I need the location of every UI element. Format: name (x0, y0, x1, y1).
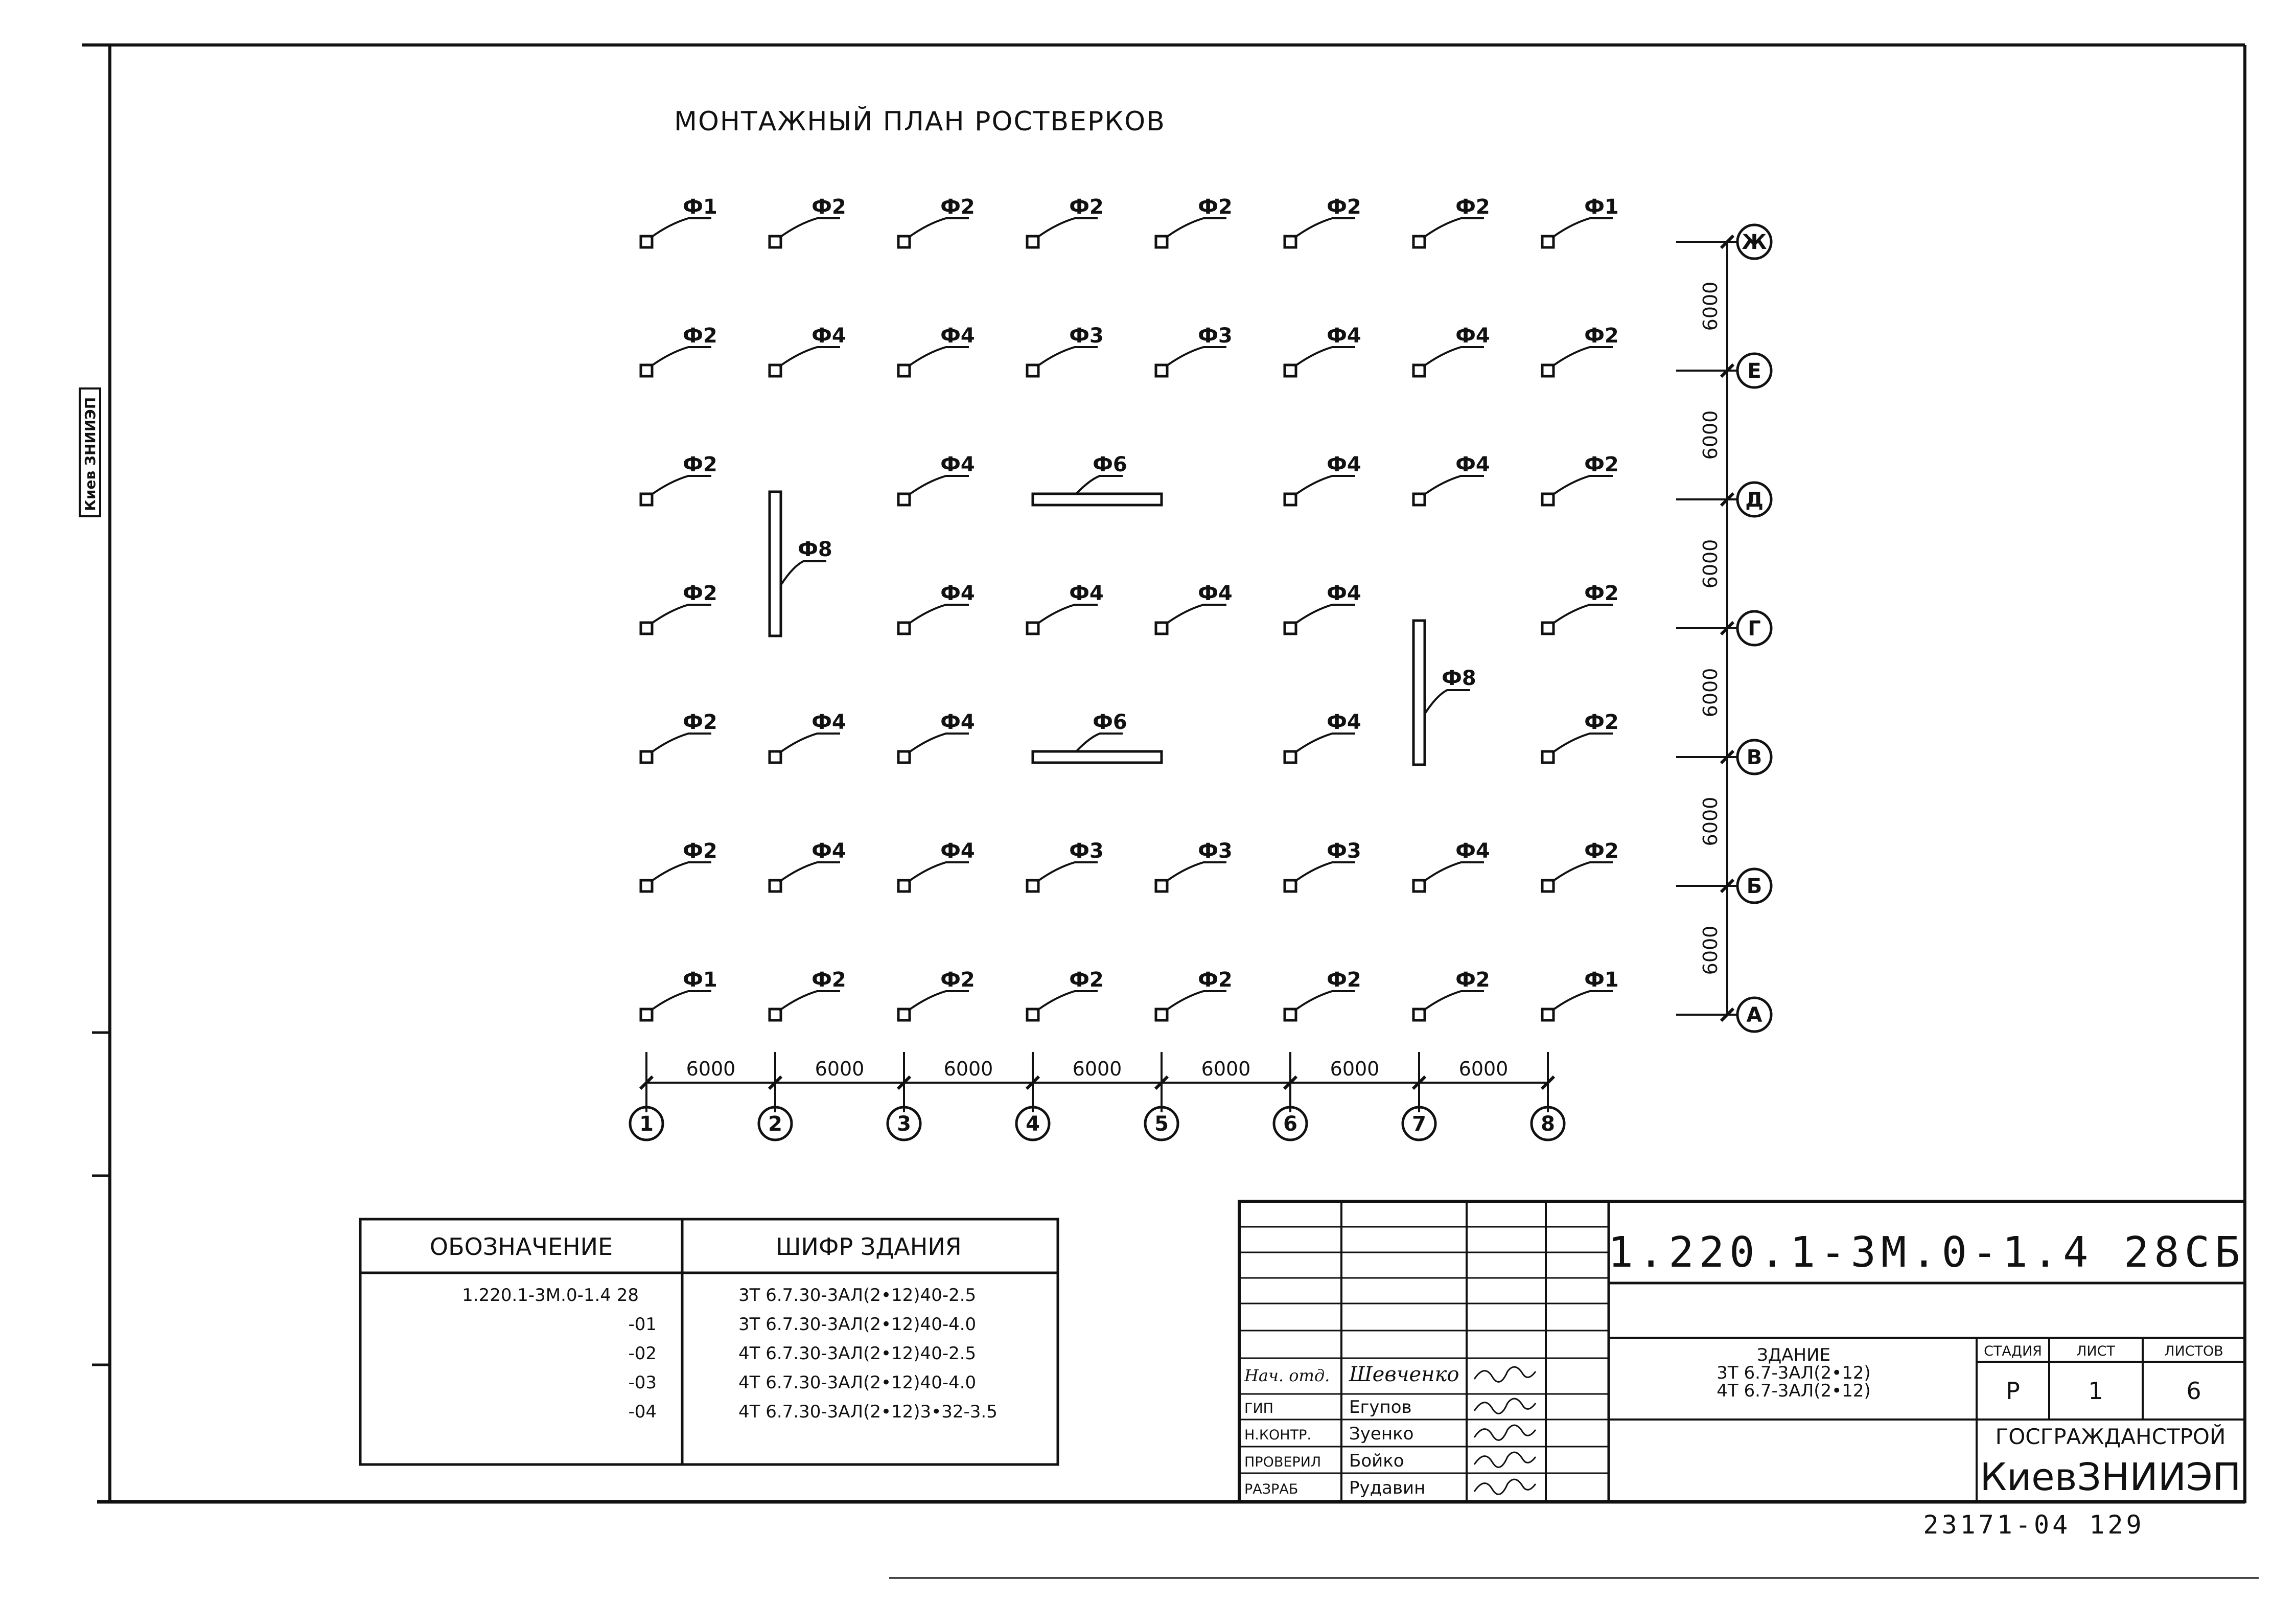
pile-cap-square (1285, 494, 1296, 505)
designation-row (628, 1314, 976, 1335)
leader-line (908, 605, 969, 624)
designation-code: -02 (628, 1343, 657, 1364)
beam-outline (1033, 494, 1162, 505)
pile-cap-square (1542, 236, 1553, 247)
leader-line (781, 561, 826, 584)
pile-cap-square (1156, 623, 1167, 634)
sheets-label: ЛИСТОВ (2164, 1343, 2223, 1359)
pile-cap-label: Ф2 (1198, 195, 1233, 219)
pile-cap (770, 195, 846, 247)
leader-line (1037, 218, 1098, 238)
dimension-value: 6000 (1201, 1058, 1251, 1080)
pile-cap-square (770, 365, 781, 376)
pile-cap (1542, 711, 1619, 763)
pile-cap (1413, 324, 1490, 376)
pile-cap (641, 711, 717, 763)
leader-line (908, 218, 969, 238)
designation-code: -01 (628, 1314, 657, 1335)
leader-line (1423, 218, 1484, 238)
pile-cap (641, 582, 717, 634)
pile-cap-label: Ф2 (1584, 453, 1619, 476)
leader-line (651, 605, 711, 624)
beam-foundation (1033, 453, 1162, 505)
pile-cap-square (898, 623, 910, 634)
pile-cap-label: Ф4 (940, 711, 975, 734)
leader-line (1552, 605, 1613, 624)
dimension-value: 6000 (1699, 410, 1722, 460)
leader-line (1294, 991, 1355, 1011)
row-axis-label: Е (1747, 359, 1761, 383)
pile-cap-label: Ф4 (1327, 711, 1361, 734)
leader-line (1166, 218, 1226, 238)
pile-cap-label: Ф4 (940, 839, 975, 863)
pile-cap (1413, 453, 1490, 505)
pile-cap-label: Ф2 (1327, 968, 1361, 992)
pile-cap-square (898, 365, 910, 376)
pile-cap-square (1027, 236, 1038, 247)
pile-cap-square (898, 494, 910, 505)
leader-line (779, 218, 840, 238)
pile-cap (1027, 968, 1104, 1020)
leader-line (1037, 862, 1098, 882)
dimension-value: 6000 (1699, 796, 1722, 846)
column-axis-label: 8 (1541, 1112, 1555, 1136)
pile-cap-label: Ф1 (683, 968, 717, 992)
dimension-value: 6000 (1458, 1058, 1509, 1080)
pile-cap-square (898, 751, 910, 763)
pile-cap-square (898, 880, 910, 891)
pile-cap (1285, 195, 1361, 247)
row-axis-label: В (1746, 746, 1762, 769)
building-cipher: 4Т 6.7.30-3АЛ(2•12)3•32-3.5 (738, 1402, 998, 1422)
leader-line (1552, 862, 1613, 882)
pile-cap (1542, 839, 1619, 891)
foundation-plan (630, 195, 1771, 1140)
row-axis-label: Ж (1742, 231, 1767, 254)
signature-row (1244, 1397, 1536, 1417)
pile-cap-square (641, 494, 652, 505)
signature-scribble (1474, 1452, 1536, 1467)
pile-cap-square (1285, 236, 1296, 247)
pile-cap-label: Ф4 (1198, 582, 1233, 605)
pile-cap (1285, 711, 1361, 763)
signature-role: Нач. отд. (1244, 1366, 1330, 1385)
pile-cap (1285, 839, 1361, 891)
dimension-value: 6000 (1330, 1058, 1380, 1080)
leader-line (651, 347, 711, 367)
column-axis-label: 5 (1154, 1112, 1169, 1136)
stage-label: СТАДИЯ (1984, 1343, 2042, 1359)
leader-line (1552, 991, 1613, 1011)
pile-cap-square (1413, 1009, 1425, 1020)
pile-cap-square (1156, 880, 1167, 891)
pile-cap (770, 968, 846, 1020)
leader-line (1166, 605, 1226, 624)
leader-line (1552, 476, 1613, 495)
dimension-value: 6000 (1072, 1058, 1122, 1080)
signature-row (1244, 1363, 1536, 1386)
row-axis-label: Г (1748, 617, 1761, 640)
pile-cap-label: Ф4 (1327, 582, 1361, 605)
row-axis-label: А (1746, 1003, 1762, 1027)
pile-cap-label: Ф2 (683, 453, 717, 476)
row-axis-label: Б (1746, 875, 1762, 898)
pile-cap (1285, 453, 1361, 505)
beam-label: Ф8 (798, 538, 832, 561)
designation-code: -03 (628, 1372, 657, 1393)
leader-line (908, 991, 969, 1011)
pile-cap (641, 324, 717, 376)
pile-cap-label: Ф2 (1584, 839, 1619, 863)
column-axis-label: 4 (1026, 1112, 1040, 1136)
pile-cap (1542, 582, 1619, 634)
column-axis-label: 7 (1412, 1112, 1426, 1136)
leader-line (1552, 734, 1613, 753)
pile-cap-label: Ф2 (1198, 968, 1233, 992)
pile-cap (1285, 582, 1361, 634)
leader-line (1294, 862, 1355, 882)
leader-line (779, 991, 840, 1011)
designation-table-rows (462, 1285, 998, 1422)
pile-cap-square (1027, 1009, 1038, 1020)
beam-label: Ф6 (1093, 453, 1127, 476)
pile-cap-label: Ф4 (940, 582, 975, 605)
pile-cap-label: Ф4 (811, 839, 846, 863)
pile-cap-square (898, 236, 910, 247)
pile-cap-label: Ф3 (1198, 324, 1233, 348)
stage-value: Р (2006, 1377, 2020, 1405)
pile-cap-square (1156, 1009, 1167, 1020)
signature-row (1244, 1451, 1536, 1471)
pile-cap-square (1542, 880, 1553, 891)
leader-line (1552, 218, 1613, 238)
org-name: КиевЗНИИЭП (1980, 1455, 2241, 1499)
pile-cap-label: Ф2 (683, 839, 717, 863)
pile-cap (770, 839, 846, 891)
pile-cap-square (1542, 494, 1553, 505)
pile-cap (1542, 195, 1619, 247)
designation-row (628, 1343, 976, 1364)
leader-line (1423, 476, 1484, 495)
pile-cap-label: Ф2 (1069, 195, 1104, 219)
pile-cap (1542, 324, 1619, 376)
pile-cap-square (1285, 365, 1296, 376)
leader-line (651, 991, 711, 1011)
pile-cap (1156, 582, 1233, 634)
pile-cap (898, 453, 975, 505)
pile-cap-label: Ф2 (811, 968, 846, 992)
pile-cap-label: Ф4 (1455, 839, 1490, 863)
pile-cap-square (1542, 365, 1553, 376)
pile-cap-square (1027, 365, 1038, 376)
pile-cap-label: Ф3 (1327, 839, 1361, 863)
pile-cap-square (1027, 880, 1038, 891)
leader-line (779, 734, 840, 753)
designation-code: 1.220.1-3М.0-1.4 28 (462, 1285, 639, 1306)
designation-row (628, 1372, 976, 1393)
pile-cap-label: Ф4 (940, 453, 975, 476)
object-line-2: 4Т 6.7-3АЛ(2•12) (1717, 1381, 1871, 1401)
pile-cap (898, 195, 975, 247)
pile-cap-label: Ф4 (1327, 324, 1361, 348)
pile-cap-square (1542, 623, 1553, 634)
sheets-value: 6 (2186, 1377, 2201, 1405)
signature-role: ПРОВЕРИЛ (1244, 1454, 1321, 1470)
pile-cap-label: Ф2 (1584, 582, 1619, 605)
pile-cap-label: Ф2 (1327, 195, 1361, 219)
dimension-value: 6000 (686, 1058, 736, 1080)
dimension-value: 6000 (1699, 668, 1722, 718)
table-header-designation: ОБОЗНАЧЕНИЕ (429, 1233, 613, 1261)
pile-cap-label: Ф1 (1584, 195, 1619, 219)
sheet-value: 1 (2088, 1377, 2103, 1405)
pile-cap (1027, 195, 1104, 247)
leader-line (1166, 862, 1226, 882)
pile-cap-square (1413, 236, 1425, 247)
pile-cap (1156, 839, 1233, 891)
pile-cap-square (1413, 880, 1425, 891)
pile-cap-label: Ф4 (811, 324, 846, 348)
pile-cap-square (641, 751, 652, 763)
beam-label: Ф8 (1442, 667, 1476, 690)
pile-cap-label: Ф2 (1455, 968, 1490, 992)
designation-code: -04 (628, 1402, 657, 1422)
org-parent: ГОСГРАЖДАНСТРОЙ (1995, 1424, 2226, 1449)
pile-cap-label: Ф3 (1069, 839, 1104, 863)
leader-line (1552, 347, 1613, 367)
signature-name: Егупов (1349, 1397, 1412, 1417)
pile-cap (641, 968, 717, 1020)
beam-foundation (770, 492, 832, 636)
signature-role: Н.КОНТР. (1244, 1427, 1311, 1443)
pile-cap (1413, 839, 1490, 891)
pile-cap (898, 839, 975, 891)
beam-outline (770, 492, 781, 636)
pile-cap (1156, 324, 1233, 376)
pile-cap-square (1542, 1009, 1553, 1020)
signature-name: Бойко (1349, 1451, 1404, 1471)
leader-line (651, 862, 711, 882)
pile-cap-square (770, 880, 781, 891)
leader-line (908, 347, 969, 367)
pile-cap-label: Ф2 (1455, 195, 1490, 219)
pile-cap (1285, 324, 1361, 376)
pile-cap-label: Ф2 (940, 968, 975, 992)
leader-line (651, 734, 711, 753)
pile-cap-square (770, 236, 781, 247)
leader-line (1166, 347, 1226, 367)
signature-scribble (1474, 1425, 1536, 1440)
pile-cap-square (641, 236, 652, 247)
sheet-label: ЛИСТ (2076, 1343, 2115, 1359)
signature-name: Зуенко (1349, 1424, 1414, 1444)
pile-cap-label: Ф4 (1455, 453, 1490, 476)
signature-scribble (1474, 1367, 1536, 1382)
leader-line (1294, 605, 1355, 624)
dimension-value: 6000 (1699, 925, 1722, 975)
pile-cap (898, 582, 975, 634)
leader-line (1037, 991, 1098, 1011)
pile-cap (898, 968, 975, 1020)
pile-cap-label: Ф3 (1198, 839, 1233, 863)
leader-line (1294, 734, 1355, 753)
pile-cap-label: Ф4 (811, 711, 846, 734)
beam-foundation (1033, 711, 1162, 763)
building-cipher: 4Т 6.7.30-3АЛ(2•12)40-2.5 (738, 1343, 977, 1364)
column-axis-label: 6 (1283, 1112, 1297, 1136)
signature-row (1244, 1424, 1536, 1444)
pile-cap-square (1156, 236, 1167, 247)
pile-cap-square (1413, 365, 1425, 376)
pile-cap (1542, 453, 1619, 505)
pile-cap (1285, 968, 1361, 1020)
signature-name: Шевченко (1349, 1363, 1459, 1386)
pile-cap-square (898, 1009, 910, 1020)
pile-cap-label: Ф2 (811, 195, 846, 219)
building-cipher: 3Т 6.7.30-3АЛ(2•12)40-2.5 (738, 1285, 977, 1306)
beam-outline (1033, 751, 1162, 763)
pile-cap-label: Ф4 (940, 324, 975, 348)
pile-cap-square (641, 623, 652, 634)
signature-rows (1244, 1363, 1536, 1498)
pile-cap-label: Ф2 (1584, 711, 1619, 734)
signature-name: Рудавин (1349, 1478, 1426, 1498)
sheet-frame (82, 45, 2259, 1578)
drawing-title: МОНТАЖНЫЙ ПЛАН РОСТВЕРКОВ (674, 106, 1166, 137)
pile-cap-label: Ф2 (940, 195, 975, 219)
leader-line (1166, 991, 1226, 1011)
pile-cap-square (1285, 1009, 1296, 1020)
pile-cap-square (641, 880, 652, 891)
pile-cap-label: Ф4 (1455, 324, 1490, 348)
pile-cap-label: Ф2 (1584, 324, 1619, 348)
leader-line (1423, 991, 1484, 1011)
column-dimensions (630, 1052, 1564, 1140)
object-title: ЗДАНИЕ (1756, 1345, 1831, 1365)
dimension-value: 6000 (1699, 539, 1722, 589)
pile-cap-square (770, 751, 781, 763)
leader-line (908, 476, 969, 495)
pile-cap (770, 324, 846, 376)
building-cipher: 4Т 6.7.30-3АЛ(2•12)40-4.0 (738, 1372, 977, 1393)
pile-cap-square (641, 1009, 652, 1020)
pile-cap-square (770, 1009, 781, 1020)
pile-cap-label: Ф1 (683, 195, 717, 219)
pile-cap-label: Ф2 (683, 711, 717, 734)
signature-row (1244, 1478, 1536, 1498)
leader-line (908, 734, 969, 753)
pile-cap (1156, 195, 1233, 247)
beam-outline (1413, 621, 1425, 765)
leader-line (779, 862, 840, 882)
leader-line (1077, 734, 1123, 751)
leader-line (779, 347, 840, 367)
pile-cap-label: Ф4 (1069, 582, 1104, 605)
margin-stamp-text: Киев ЗНИИЭП (82, 397, 99, 511)
designation-row (628, 1402, 997, 1422)
leader-line (1423, 862, 1484, 882)
leader-line (908, 862, 969, 882)
leader-line (1425, 690, 1470, 713)
pile-cap (1413, 968, 1490, 1020)
leader-line (1423, 347, 1484, 367)
designation-row (462, 1285, 976, 1306)
pile-cap-square (1027, 623, 1038, 634)
leader-line (1037, 347, 1098, 367)
beam-foundation (1413, 621, 1476, 765)
pile-cap (1027, 582, 1104, 634)
signature-role: РАЗРАБ (1244, 1481, 1298, 1497)
building-cipher: 3Т 6.7.30-3АЛ(2•12)40-4.0 (738, 1314, 977, 1335)
pile-cap-square (1156, 365, 1167, 376)
row-axis-label: Д (1745, 488, 1764, 512)
leader-line (651, 476, 711, 495)
pile-cap-label: Ф3 (1069, 324, 1104, 348)
pile-cap-square (1542, 751, 1553, 763)
beam-label: Ф6 (1093, 711, 1127, 734)
pile-cap (898, 711, 975, 763)
leader-line (1294, 218, 1355, 238)
dimension-value: 6000 (943, 1058, 993, 1080)
column-axis-label: 2 (768, 1112, 782, 1136)
pile-cap (641, 195, 717, 247)
pile-cap-label: Ф2 (683, 582, 717, 605)
column-axis-label: 3 (897, 1112, 911, 1136)
document-code: 1.220.1-3М.0-1.4 28СБ (1608, 1228, 2245, 1277)
pile-cap (1027, 839, 1104, 891)
object-line-1: 3Т 6.7-3АЛ(2•12) (1717, 1363, 1871, 1383)
pile-cap-square (1285, 751, 1296, 763)
leader-line (1077, 476, 1123, 493)
row-dimensions (1676, 225, 1771, 1032)
pile-cap-square (641, 365, 652, 376)
pile-cap (1027, 324, 1104, 376)
pile-cap-label: Ф4 (1327, 453, 1361, 476)
signature-scribble (1474, 1479, 1536, 1494)
leader-line (651, 218, 711, 238)
leader-line (1037, 605, 1098, 624)
pile-cap-label: Ф2 (1069, 968, 1104, 992)
leader-line (1294, 347, 1355, 367)
pile-cap-label: Ф1 (1584, 968, 1619, 992)
table-header-cipher: ШИФР ЗДАНИЯ (776, 1233, 962, 1261)
pile-cap (1156, 968, 1233, 1020)
dimension-value: 6000 (815, 1058, 865, 1080)
archive-number: 23171-04 129 (1923, 1510, 2145, 1540)
dimension-value: 6000 (1699, 281, 1722, 331)
pile-cap-label: Ф2 (683, 324, 717, 348)
margin-stamp (80, 388, 100, 516)
pile-cap-square (1285, 623, 1296, 634)
pile-cap (1542, 968, 1619, 1020)
leader-line (1294, 476, 1355, 495)
pile-cap (770, 711, 846, 763)
pile-cap (1413, 195, 1490, 247)
signature-scribble (1474, 1399, 1536, 1413)
column-axis-label: 1 (639, 1112, 654, 1136)
pile-cap (641, 839, 717, 891)
pile-cap (641, 453, 717, 505)
pile-cap-square (1285, 880, 1296, 891)
pile-cap-square (1413, 494, 1425, 505)
pile-cap (898, 324, 975, 376)
signature-role: ГИП (1244, 1401, 1273, 1416)
